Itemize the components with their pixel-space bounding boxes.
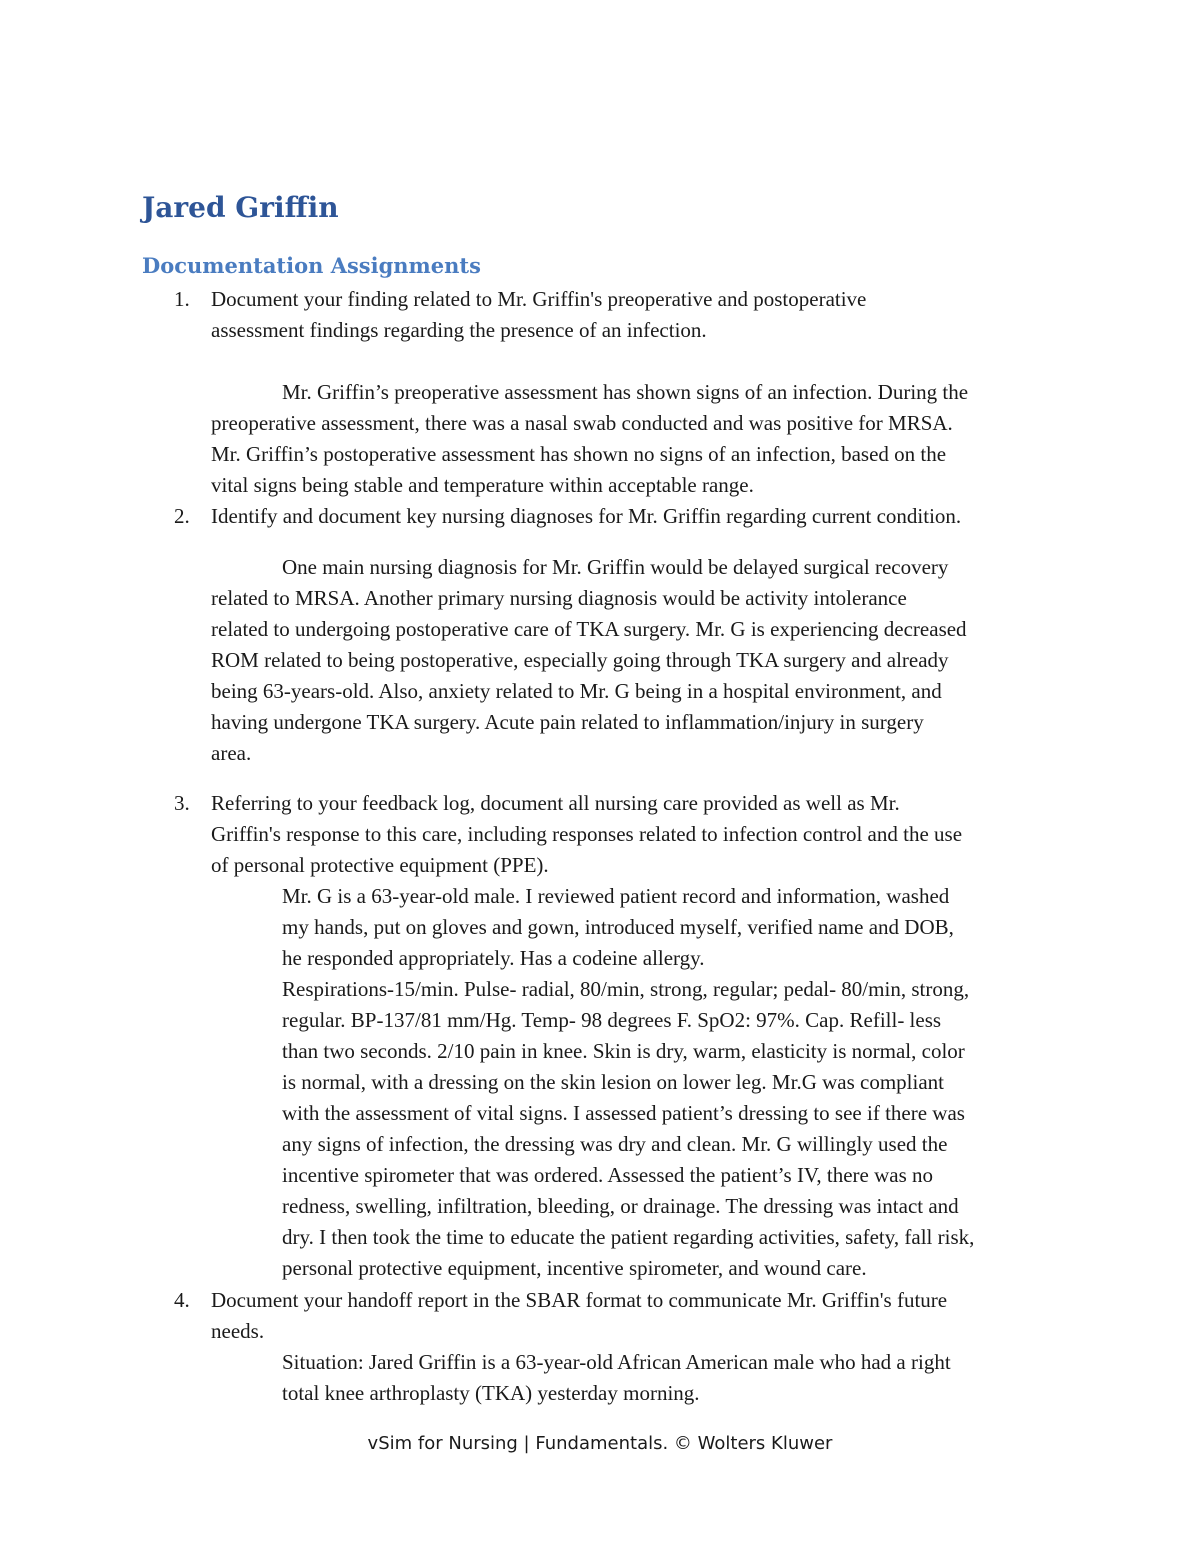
item-4-answer-line: Situation: Jared Griffin is a 63-year-old African American male who had a right	[282, 1350, 951, 1374]
item-1-answer-line: Mr. Griffin’s postoperative assessment has shown no signs of an infection, based on the	[211, 442, 947, 466]
item-3-answer-line: redness, swelling, infiltration, bleeding, or drainage. The dressing was intact and	[282, 1194, 959, 1218]
item-3-answer-line: with the assessment of vital signs. I assessed patient’s dressing to see if there was	[282, 1101, 965, 1125]
page-footer: vSim for Nursing | Fundamentals. © Wolters Kluwer	[367, 1433, 833, 1454]
item-1-prompt-line: assessment findings regarding the presence of an infection.	[211, 318, 707, 342]
item-2-prompt-line: Identify and document key nursing diagnoses for Mr. Griffin regarding current condition.	[211, 504, 962, 528]
item-2-answer-line: being 63-years-old. Also, anxiety related to Mr. G being in a hospital environment, and	[211, 679, 942, 703]
item-3-answer-line: Mr. G is a 63-year-old male. I reviewed patient record and information, washed	[282, 884, 950, 908]
item-3-answer-line: my hands, put on gloves and gown, introduced myself, verified name and DOB,	[282, 915, 954, 939]
item-number-4: 4.	[174, 1288, 190, 1312]
item-3-prompt-line: Referring to your feedback log, document all nursing care provided as well as Mr.	[211, 791, 900, 815]
item-3-answer-line: regular. BP-137/81 mm/Hg. Temp- 98 degrees F. SpO2: 97%. Cap. Refill- less	[282, 1008, 942, 1032]
item-number-2: 2.	[174, 504, 190, 528]
section-heading: Documentation Assignments	[142, 253, 481, 278]
item-3-answer-line: dry. I then took the time to educate the patient regarding activities, safety, fall risk,	[282, 1225, 975, 1249]
item-3-answer-line: is normal, with a dressing on the skin lesion on lower leg. Mr.G was compliant	[282, 1070, 944, 1094]
item-3-answer-line: incentive spirometer that was ordered. Assessed the patient’s IV, there was no	[282, 1163, 934, 1187]
item-3-answer-line: he responded appropriately. Has a codeine allergy.	[282, 946, 705, 970]
item-3-answer-line: than two seconds. 2/10 pain in knee. Skin is dry, warm, elasticity is normal, color	[282, 1039, 965, 1063]
item-2-answer-line: related to undergoing postoperative care of TKA surgery. Mr. G is experiencing decreased	[211, 617, 967, 641]
item-3-answer-line: personal protective equipment, incentive spirometer, and wound care.	[282, 1256, 867, 1280]
item-number-1: 1.	[174, 287, 190, 311]
item-1-answer-line: Mr. Griffin’s preoperative assessment has shown signs of an infection. During the	[282, 380, 969, 404]
item-3-prompt-line: Griffin's response to this care, including responses related to infection control and the use	[211, 822, 963, 846]
item-4-prompt-line: needs.	[211, 1319, 265, 1343]
item-3-answer-line: any signs of infection, the dressing was dry and clean. Mr. G willingly used the	[282, 1132, 948, 1156]
item-1-prompt-line: Document your finding related to Mr. Griffin's preoperative and postoperative	[211, 287, 867, 311]
item-1-answer-line: vital signs being stable and temperature within acceptable range.	[211, 473, 754, 497]
item-2-answer-line: ROM related to being postoperative, especially going through TKA surgery and already	[211, 648, 949, 672]
item-2-answer-line: having undergone TKA surgery. Acute pain related to inflammation/injury in surgery	[211, 710, 924, 734]
item-4-prompt-line: Document your handoff report in the SBAR format to communicate Mr. Griffin's future	[211, 1288, 948, 1312]
item-2-answer-line: One main nursing diagnosis for Mr. Griffin would be delayed surgical recovery	[282, 555, 949, 579]
item-2-answer-line: related to MRSA. Another primary nursing diagnosis would be activity intolerance	[211, 586, 907, 610]
item-3-prompt-line: of personal protective equipment (PPE).	[211, 853, 549, 877]
item-2-answer-line: area.	[211, 741, 252, 765]
item-1-answer-line: preoperative assessment, there was a nasal swab conducted and was positive for MRSA.	[211, 411, 953, 435]
page-title: Jared Griffin	[142, 191, 339, 224]
item-number-3: 3.	[174, 791, 190, 815]
item-3-answer-line: Respirations-15/min. Pulse- radial, 80/min, strong, regular; pedal- 80/min, strong,	[282, 977, 970, 1001]
item-4-answer-line: total knee arthroplasty (TKA) yesterday morning.	[282, 1381, 700, 1405]
